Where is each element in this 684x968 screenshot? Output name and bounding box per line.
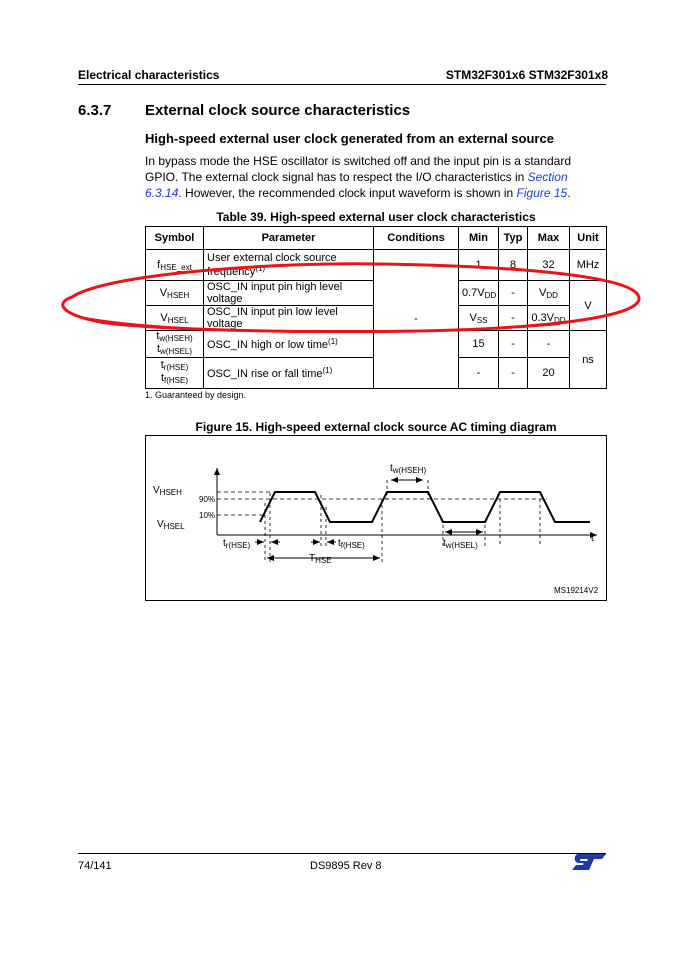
symbol-cell: $V_{HSEH}$	[146, 281, 204, 306]
typ-cell: -	[499, 331, 528, 358]
parameter-cell: User external clock source frequency$^{(1)}$	[204, 250, 374, 281]
typ-cell: -	[499, 306, 528, 331]
header-part-number: STM32F301x6 STM32F301x8	[445, 68, 608, 82]
min-cell: 15	[459, 331, 499, 358]
parameter-cell: OSC_IN rise or fall time$^{(1)}$	[204, 358, 374, 389]
pct-10-label: 10%	[199, 511, 216, 520]
table-caption: Table 39. High-speed external user clock characteristics	[216, 210, 536, 224]
col-min: Min	[459, 227, 499, 250]
vhsel-label: $V_{HSEL}$	[157, 519, 185, 531]
unit-cell: ns	[570, 331, 607, 389]
header-section-title: Electrical characteristics	[78, 68, 220, 82]
symbol-cell: $t_{r(HSE)}$ $t_{f(HSE)}$	[146, 358, 204, 389]
timing-diagram	[145, 435, 607, 601]
typ-cell: -	[499, 281, 528, 306]
unit-cell: MHz	[570, 250, 607, 281]
tr-label: $t_{r(HSE)}$	[223, 538, 251, 550]
hse-characteristics-table	[145, 226, 607, 389]
figure-caption: Figure 15. High-speed external clock source AC timing diagram	[195, 420, 557, 434]
symbol-cell: $t_{w(HSEH)}$ $t_{w(HSEL)}$	[146, 331, 204, 358]
max-cell: 32	[528, 250, 570, 281]
col-conditions: Conditions	[374, 227, 459, 250]
header-rule	[78, 84, 606, 85]
section-link[interactable]: Section 6.3.14	[145, 170, 568, 200]
tw-high-label: $t_{w(HSEH)}$	[390, 463, 427, 475]
col-max: Max	[528, 227, 570, 250]
vhseh-label: $V_{HSEH}$	[153, 485, 182, 497]
document-revision: DS9895 Rev 8	[310, 860, 382, 872]
unit-cell: V	[570, 281, 607, 331]
col-symbol: Symbol	[146, 227, 204, 250]
max-cell: 20	[528, 358, 570, 389]
table-header-row	[146, 227, 607, 250]
section-title: External clock source characteristics	[145, 102, 411, 119]
figure-code: MS19214V2	[554, 586, 599, 595]
symbol-cell: $V_{HSEL}$	[146, 306, 204, 331]
figure-link[interactable]: Figure 15	[516, 186, 568, 200]
footer-rule	[78, 853, 606, 854]
intro-paragraph: In bypass mode the HSE oscillator is switched off and the input pin is a standard GPIO. The external clock signal has to respect the I/O characteristics in Section 6.3.14. However, the recommended clock input waveform is shown in Figure 15.	[145, 154, 572, 200]
parameter-cell: OSC_IN input pin low level voltage	[204, 306, 374, 331]
thse-label: $T_{HSE}$	[309, 553, 332, 565]
tw-low-label: $t_{w(HSEL)}$	[443, 538, 478, 550]
st-logo	[570, 852, 608, 872]
parameter-cell: OSC_IN input pin high level voltage	[204, 281, 374, 306]
col-typ: Typ	[499, 227, 528, 250]
max-cell: $V_{DD}$	[528, 281, 570, 306]
min-cell: $0.7V_{DD}$	[459, 281, 499, 306]
pct-90-label: 90%	[199, 495, 216, 504]
page-number: 74/141	[78, 860, 112, 872]
typ-cell: 8	[499, 250, 528, 281]
min-cell: $V_{SS}$	[459, 306, 499, 331]
min-cell: -	[459, 358, 499, 389]
conditions-cell: -	[374, 250, 459, 389]
tf-label: $t_{f(HSE)}$	[338, 538, 365, 550]
typ-cell: -	[499, 358, 528, 389]
table-footnote: 1. Guaranteed by design.	[145, 390, 247, 400]
section-number: 6.3.7	[78, 102, 112, 119]
min-cell: 1	[459, 250, 499, 281]
clock-waveform	[260, 492, 590, 522]
max-cell: -	[528, 331, 570, 358]
subsection-title: High-speed external user clock generated from an external source	[145, 131, 554, 146]
table-row	[146, 250, 607, 281]
col-unit: Unit	[570, 227, 607, 250]
max-cell: $0.3V_{DD}$	[528, 306, 570, 331]
col-parameter: Parameter	[204, 227, 374, 250]
parameter-cell: OSC_IN high or low time$^{(1)}$	[204, 331, 374, 358]
axis-t-label: t	[591, 533, 594, 544]
symbol-cell: $f_{HSE\_ext}$	[146, 250, 204, 281]
